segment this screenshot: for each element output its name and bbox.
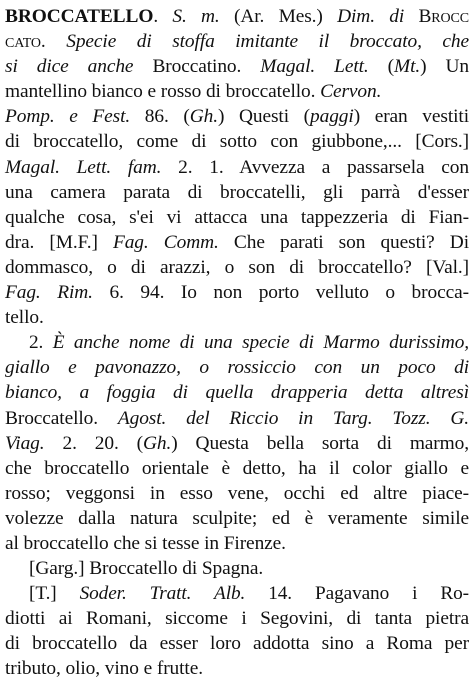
entry-text-line [5,656,469,681]
text-segment: . [40,31,67,53]
entry-text-line [5,406,469,431]
text-segment: tributo, olio, vino e frutte. [5,658,203,680]
entry-text-line [5,29,469,54]
text-segment: 2. 20. ( [44,432,143,454]
italic-segment: bianco, a foggia di quella drapperia detta altresì [5,382,469,404]
text-segment: di broccatello, come di sotto con giubbone,... [Cors.] [5,131,469,153]
text-segment: Broccatino. [133,56,261,78]
text-segment: 2. [29,332,53,354]
entry-text-line [5,155,469,180]
text-segment: Che parati son questi? Di [218,231,469,253]
small-caps-segment: cato [5,31,41,53]
text-segment: 6. 94. Io non porto velluto o brocca- [92,282,469,304]
italic-segment: Gh. [143,432,172,454]
entry-text-line [5,255,469,280]
text-segment: (Ar. Mes.) [219,6,338,27]
italic-segment: Cervon. [320,81,382,103]
italic-segment: Specie di stoffa imitante il broccato, che [66,31,469,53]
italic-segment: Dim. di [337,6,405,27]
entry-text-line [5,129,469,154]
text-segment: . [153,6,173,27]
text-segment: 2. 1. Avvezza a passarsela con [161,156,469,178]
sense-2-first-line [5,330,469,355]
small-caps-segment: Brocc [418,6,469,27]
italic-segment: Fag. Comm. [112,231,219,253]
entry-text-line [5,54,469,79]
text-segment: una camera parata di broccatelli, gli parrà d'esser [5,181,469,203]
italic-segment: Fag. Rim. [5,282,93,304]
entry-text-line [5,456,469,481]
entry-text-line [5,631,469,656]
text-segment: mantellino bianco e rosso di broccatello. [5,81,321,103]
entry-text-line [5,481,469,506]
text-segment: ( [368,56,395,78]
entry-text-line [5,531,469,556]
text-segment: diotti ai Romani, siccome i Segovini, di tanta pietra [5,608,469,630]
italic-segment: Agost. del Riccio in Targ. Tozz. G. [117,407,469,429]
text-segment: di broccatello da esser loro addotta sino a Roma per [5,633,469,655]
italic-segment: Mt. [394,56,421,78]
italic-segment: si dice anche [5,56,134,78]
text-segment: 14. Pagavano i Ro- [245,583,469,605]
entry-text-line [5,280,469,305]
text-segment: ) Un [420,56,469,78]
text-segment: rosso; veggonsi in esso vene, occhi ed altre piace- [5,482,469,504]
text-segment: qualche cosa, s'ei vi attacca una tappezzeria di Fian- [5,206,469,228]
entry-text-line [5,180,469,205]
text-segment: Broccatello. [5,407,118,429]
italic-segment: Gh. [189,106,218,128]
italic-segment: S. m. [172,6,220,27]
text-segment: ) Questi ( [217,106,311,128]
text-segment: al broccatello che si tesse in Firenze. [5,532,286,554]
text-segment: che broccatello orientale è detto, ha il color giallo e [5,457,469,479]
tommaseo-citation-line [5,581,469,606]
entry-text-line [5,205,469,230]
text-segment: tello. [5,307,44,329]
entry-text-line [5,79,469,104]
text-segment: ) eran vestiti [353,106,469,128]
text-segment: [T.] [29,583,80,605]
text-segment: volezze dalla natura sculpite; ed è veramente simile [5,507,469,529]
entry-text-line [5,104,469,129]
italic-segment: Viag. [5,432,45,454]
text-segment [404,6,418,27]
text-segment: [Garg.] Broccatello di Spagna. [29,558,264,580]
entry-text-line [5,506,469,531]
entry-text-line [5,355,469,380]
text-segment: dommasco, o di arazzi, o son di broccatello? [Val.] [5,256,469,278]
text-segment: 86. ( [130,106,190,128]
garg-citation-line [5,556,469,581]
entry-first-line [5,4,469,29]
italic-segment: Soder. Tratt. Alb. [79,583,246,605]
italic-segment: paggi [310,106,354,128]
italic-segment: È anche nome di una specie di Marmo durissimo, [52,332,470,354]
text-segment: dra. [M.F.] [5,231,113,253]
entry-text-line [5,431,469,456]
entry-text-line [5,606,469,631]
headword: BROCCATELLO [5,6,154,27]
entry-text-line [5,230,469,255]
italic-segment: giallo e pavonazzo, o rossiccio con un poco di [5,357,469,379]
dictionary-entry-broccatello [5,4,469,682]
italic-segment: Pomp. e Fest. [5,106,131,128]
entry-text-line [5,380,469,405]
text-segment: ) Questa bella sorta di marmo, [171,432,469,454]
entry-text-line [5,305,469,330]
italic-segment: Magal. Lett. fam. [5,156,162,178]
italic-segment: Magal. Lett. [260,56,369,78]
